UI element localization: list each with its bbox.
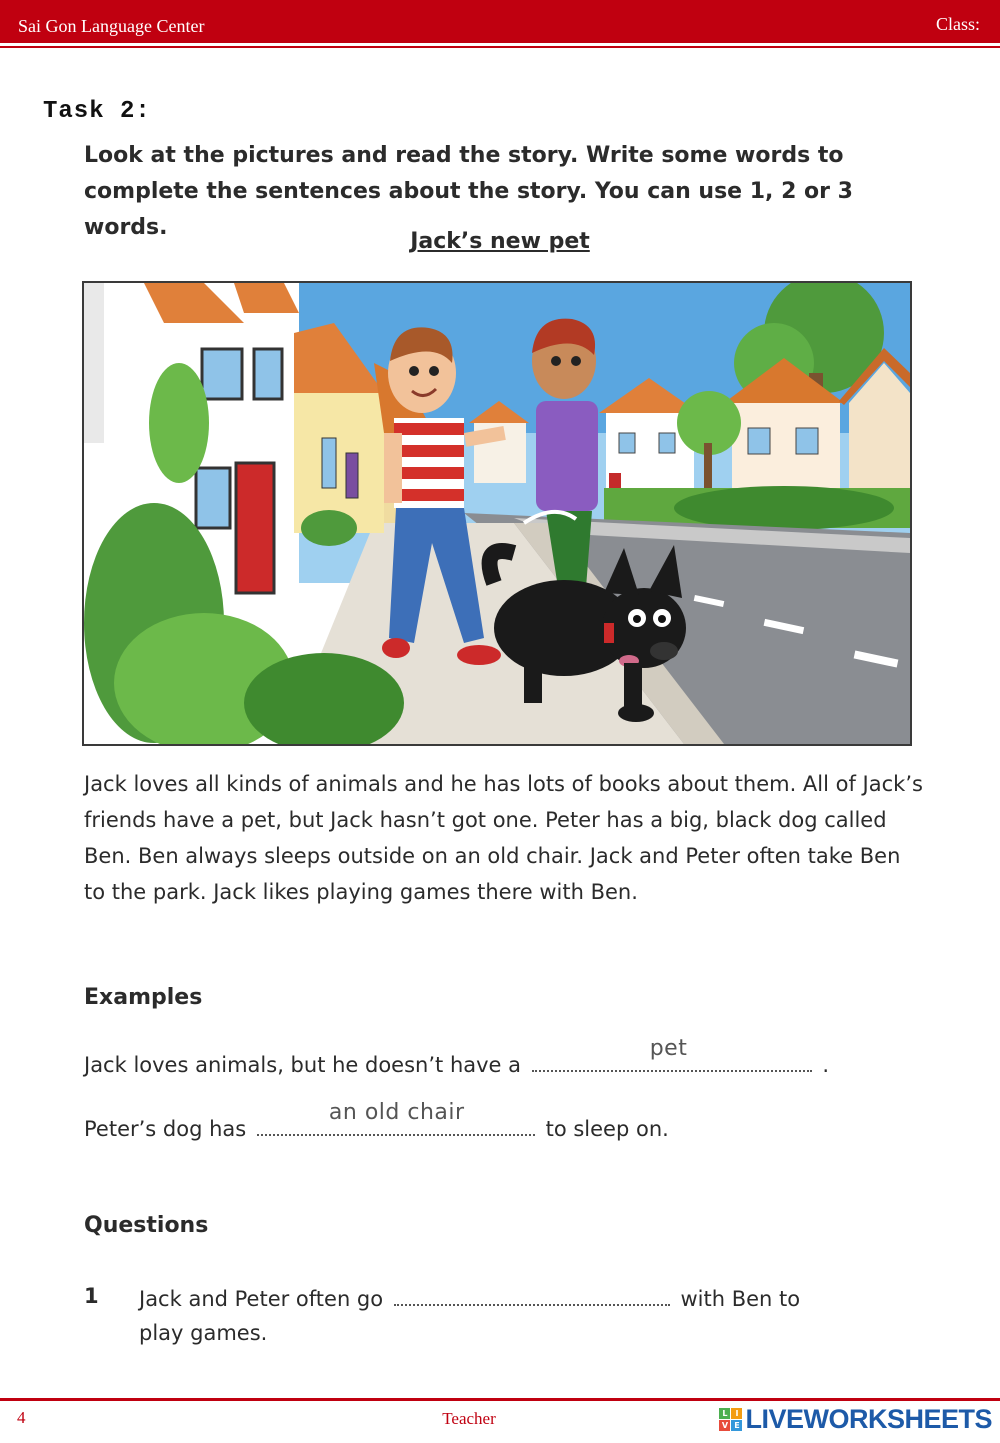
brand-mark-e: E (731, 1420, 742, 1431)
example-1-answer: pet (649, 1036, 688, 1061)
examples-heading: Examples (84, 985, 203, 1010)
question-1 (139, 1282, 859, 1350)
liveworksheets-text: LIVEWORKSHEETS (745, 1404, 992, 1434)
footer-divider (0, 1398, 1000, 1401)
class-label: Class: (935, 14, 980, 34)
liveworksheets-logo[interactable] (719, 1404, 992, 1435)
center-name: Sai Gon Language Center (18, 16, 205, 36)
question-1-number: 1 (84, 1284, 99, 1308)
example-1-end: . (822, 1053, 830, 1077)
question-1-text-after: with Ben to (680, 1287, 801, 1311)
liveworksheets-mark-icon (719, 1408, 742, 1431)
brand-mark-v: V (719, 1420, 730, 1431)
story-illustration (82, 281, 912, 746)
question-1-text-end: play games. (139, 1321, 268, 1345)
task-instructions: Look at the pictures and read the story. Write some words to complete the sentences about the story. You can use 1, 2 or 3 words. (84, 143, 853, 240)
page-number: 4 (17, 1408, 26, 1427)
example-2-answer: an old chair (328, 1100, 465, 1125)
brand-mark-l: L (719, 1408, 730, 1419)
story-title: Jack’s new pet (410, 229, 590, 254)
header-bar (0, 0, 1000, 43)
footer-teacher: Teacher (442, 1409, 496, 1428)
questions-heading: Questions (84, 1213, 209, 1238)
example-2-answer-line (257, 1100, 535, 1136)
example-2-text: Peter’s dog has (84, 1117, 247, 1141)
header-divider (0, 46, 1000, 48)
task-label: Task 2: (43, 98, 151, 125)
example-2 (84, 1100, 669, 1141)
example-2-end: to sleep on. (545, 1117, 669, 1141)
example-1 (84, 1036, 830, 1077)
question-1-text: Jack and Peter often go (139, 1287, 384, 1311)
question-1-answer-field[interactable] (394, 1284, 670, 1306)
example-1-text: Jack loves animals, but he doesn’t have a (84, 1053, 522, 1077)
example-1-answer-line (532, 1036, 812, 1072)
brand-mark-i: I (731, 1408, 742, 1419)
story-text: Jack loves all kinds of animals and he has lots of books about them. All of Jack’s friends have a pet, but Jack hasn’t got one. Peter has a big, black dog called Ben. Ben always sleeps outside on an old chair. Jack and Peter often take Ben to the park. Jack likes playing games there with Ben. (84, 772, 923, 904)
